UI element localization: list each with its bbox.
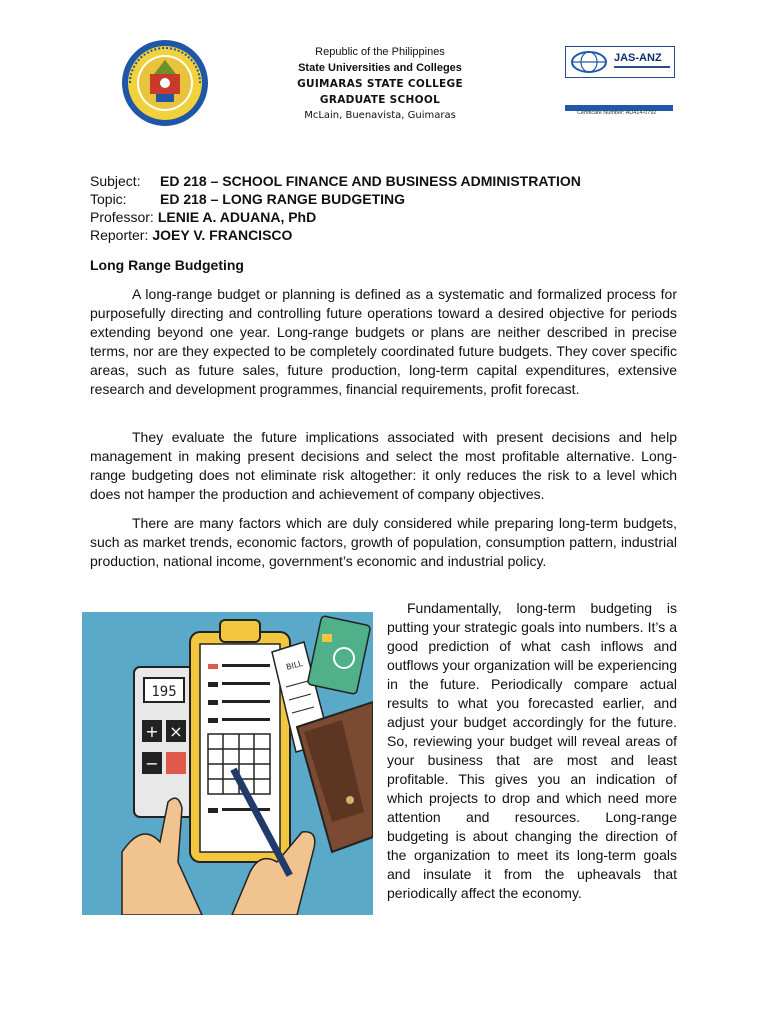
reporter-label: Reporter: xyxy=(90,227,149,243)
paragraph-4: Fundamentally, long-term budgeting is putting your strategic goals into numbers. It’s a good prediction of what cash inflows and outflows your organization will be experiencing in the future. Periodically compare actual results to what you forecasted earlier, and adjust your budget accordingly for the future. So, reviewing your budget will reveal areas of your business that are most and least profitable. This gives you an indication of which projects to drop and which need more attention and resources. Long-range budgeting is about changing the direction of the organization to meet its long-term goals and insulate it from the upheavals that periodically affect the economy. xyxy=(387,600,677,901)
subject-label: Subject: xyxy=(90,173,141,189)
cert-number: Certificate Number: AU414-0792 xyxy=(577,110,657,116)
subject-row xyxy=(90,172,581,190)
svg-text:−: − xyxy=(145,754,159,773)
topic-row xyxy=(90,190,581,208)
subject-value: ED 218 – SCHOOL FINANCE AND BUSINESS ADMINISTRATION xyxy=(160,173,581,189)
header-college: GUIMARAS STATE COLLEGE xyxy=(297,78,463,90)
cert-badge xyxy=(565,46,675,78)
receipt-label: BILL xyxy=(285,658,304,672)
reporter-row xyxy=(90,226,581,244)
svg-text:×: × xyxy=(169,722,183,741)
professor-row xyxy=(90,208,581,226)
reporter-value: JOEY V. FRANCISCO xyxy=(152,227,293,243)
header-address: McLain, Buenavista, Guimaras xyxy=(304,110,456,121)
report-info xyxy=(90,172,581,244)
budgeting-illustration xyxy=(82,612,373,915)
paragraph-2: They evaluate the future implications associated with present decisions and help management in making present decisions and select the most profitable alternative. Long-range budgeting does not eliminate risk altogether: it only reduces the risk to a level which does not hamper the production and achievement of company objectives. xyxy=(90,429,677,502)
certification-logo xyxy=(565,46,677,118)
header-school: GRADUATE SCHOOL xyxy=(319,94,441,106)
section-heading: Long Range Budgeting xyxy=(90,257,244,273)
globe-icon xyxy=(570,50,608,74)
paragraph-1: A long-range budget or planning is defined as a systematic and formalized process for purposefully directing and controlling future operations toward a desired objective for periods extending beyond one year. Long-range budgets or plans are neither described in precise terms, nor are they expected to be completely coordinated future budgets. They cover specific areas, such as future sales, future production, long-term capital expenditures, extensive research and development programmes, financial requirements, profit forecast. xyxy=(90,286,677,397)
topic-value: ED 218 – LONG RANGE BUDGETING xyxy=(160,191,406,207)
professor-label: Professor: xyxy=(90,209,154,225)
header-republic: Republic of the Philippines xyxy=(315,46,445,58)
institution-header xyxy=(220,44,540,124)
cert-name: JAS-ANZ xyxy=(614,52,662,64)
calculator-icon xyxy=(134,667,194,817)
header-suc: State Universities and Colleges xyxy=(298,62,462,74)
college-seal-logo xyxy=(120,38,210,128)
calculator-display: 195 xyxy=(151,684,177,700)
paragraph-3: There are many factors which are duly considered while preparing long-term budgets, such as market trends, economic factors, growth of population, consumption pattern, industrial production, national income, government’s economic and industrial policy. xyxy=(90,515,677,569)
professor-value: LENIE A. ADUANA, PhD xyxy=(157,209,317,225)
cert-divider xyxy=(614,66,670,68)
svg-text:+: + xyxy=(145,722,159,741)
topic-label: Topic: xyxy=(90,191,127,207)
